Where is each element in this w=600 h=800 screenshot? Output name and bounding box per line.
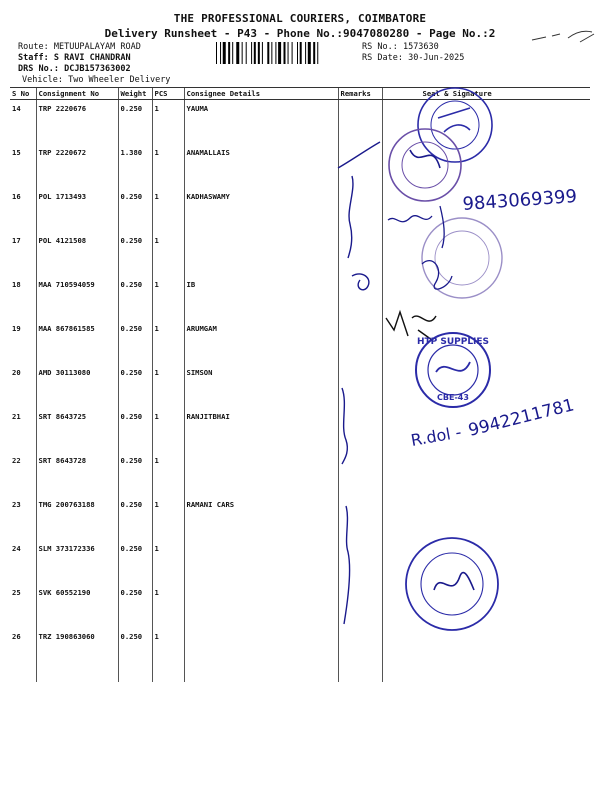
consignment-cell: TRP 2220672	[36, 144, 118, 188]
barcode-bar	[232, 42, 233, 64]
barcode-bar	[262, 42, 263, 64]
barcode-bar	[267, 42, 269, 64]
table-row	[10, 100, 590, 145]
signature-cell	[382, 584, 590, 628]
barcode-bar	[228, 42, 230, 64]
pcs-cell: 1	[152, 188, 184, 232]
sno-cell: 17	[12, 236, 21, 245]
barcode-bar	[251, 42, 252, 64]
htp-stamp-top-text: HTP SUPPLIES	[416, 337, 490, 347]
weight-cell: 0.250	[118, 232, 152, 276]
pcs-cell: 1	[152, 540, 184, 584]
table-row	[10, 232, 590, 276]
remarks-cell	[338, 144, 382, 188]
table-row	[10, 408, 590, 452]
barcode-bar	[258, 42, 260, 64]
vehicle-line	[22, 75, 170, 86]
barcode-bar	[236, 42, 239, 64]
pcs-cell: 1	[152, 584, 184, 628]
barcode-bar	[284, 42, 286, 64]
rs-date-line	[362, 53, 464, 64]
col-sno-header: S No	[10, 88, 36, 100]
rs-date-label: RS Date:	[362, 53, 403, 63]
weight-cell: 1.380	[118, 144, 152, 188]
consignment-cell: POL 4121508	[36, 232, 118, 276]
sno-cell: 18	[12, 280, 21, 289]
weight-cell: 0.250	[118, 584, 152, 628]
pcs-cell: 1	[152, 496, 184, 540]
signature-cell	[382, 144, 590, 188]
remarks-cell	[338, 364, 382, 408]
rs-no-label: RS No.:	[362, 42, 398, 52]
weight-cell: 0.250	[118, 276, 152, 320]
remarks-cell	[338, 320, 382, 364]
col-remarks-header: Remarks	[338, 88, 382, 100]
weight-cell: 0.250	[118, 540, 152, 584]
remarks-cell	[338, 276, 382, 320]
drs-label: DRS No.:	[18, 64, 59, 74]
consignment-cell: SRT 8643725	[36, 408, 118, 452]
signature-cell	[382, 408, 590, 452]
signature-cell	[382, 540, 590, 584]
htp-stamp-bottom-text: CBE-43	[437, 393, 469, 402]
table-header-row	[10, 88, 590, 100]
consignee-cell: ANAMALLAIS	[184, 144, 338, 188]
sno-cell: 14	[12, 104, 21, 113]
consignee-cell	[184, 584, 338, 628]
sno-cell: 24	[12, 544, 21, 553]
rs-no-line	[362, 42, 439, 53]
table-row	[10, 320, 590, 364]
route-value: METUUPALAYAM ROAD	[53, 42, 141, 52]
staff-label: Staff:	[18, 53, 49, 63]
consignee-cell: RAMANI CARS	[184, 496, 338, 540]
remarks-cell	[338, 232, 382, 276]
staff-value: S RAVI CHANDRAN	[53, 53, 131, 63]
consignee-cell: IB	[184, 276, 338, 320]
drs-value: DCJB157363002	[64, 64, 131, 74]
phone-annotation-2: 9942211781	[466, 395, 577, 441]
col-pcs-header: PCS	[152, 88, 184, 100]
consignment-cell: AMD 30113080	[36, 364, 118, 408]
table-row	[10, 496, 590, 540]
consignment-cell: TRZ 190863060	[36, 628, 118, 682]
weight-cell: 0.250	[118, 320, 152, 364]
sno-cell: 21	[12, 412, 21, 421]
table-row	[10, 584, 590, 628]
signature-cell	[382, 628, 590, 682]
table-row	[10, 364, 590, 408]
barcode-bar	[220, 42, 221, 64]
weight-cell: 0.250	[118, 188, 152, 232]
signature-cell	[382, 452, 590, 496]
rs-date-value: 30-Jun-2025	[408, 53, 465, 63]
barcode	[216, 42, 353, 64]
remarks-cell	[338, 188, 382, 232]
barcode-bar	[317, 42, 318, 64]
col-weight-header: Weight	[118, 88, 152, 100]
table-row	[10, 628, 590, 682]
barcode-bar	[297, 42, 298, 64]
remarks-cell	[338, 452, 382, 496]
sno-cell: 23	[12, 500, 21, 509]
barcode-bar	[246, 42, 247, 64]
barcode-bar	[288, 42, 289, 64]
weight-cell: 0.250	[118, 100, 152, 145]
remarks-cell	[338, 100, 382, 145]
pcs-cell: 1	[152, 628, 184, 682]
consignee-cell: ARUMGAM	[184, 320, 338, 364]
remarks-cell	[338, 408, 382, 452]
consignee-cell	[184, 628, 338, 682]
barcode-bar	[275, 42, 276, 64]
weight-cell: 0.250	[118, 496, 152, 540]
barcode-bar	[278, 42, 281, 64]
consignee-cell	[184, 232, 338, 276]
consignee-cell: YAUMA	[184, 100, 338, 145]
vehicle-value: Two Wheeler Delivery	[68, 75, 171, 85]
consignee-cell	[184, 452, 338, 496]
consignment-cell: SVK 60552190	[36, 584, 118, 628]
col-consignment-header: Consignment No	[36, 88, 118, 100]
company-name: THE PROFESSIONAL COURIERS, COIMBATORE	[173, 12, 427, 25]
barcode-bar	[300, 42, 302, 64]
pcs-cell: 1	[152, 100, 184, 145]
barcode-bar	[271, 42, 272, 64]
barcode-bar	[223, 42, 226, 64]
runsheet-subtitle: Delivery Runsheet - P43 - Phone No.:9047080280 - Page No.:2	[104, 27, 496, 40]
barcode-bar	[305, 42, 306, 64]
sno-cell: 26	[12, 632, 21, 641]
pcs-cell: 1	[152, 276, 184, 320]
pen-scribble-mark	[528, 28, 598, 48]
weight-cell: 0.250	[118, 408, 152, 452]
pcs-cell: 1	[152, 232, 184, 276]
table-row	[10, 452, 590, 496]
pcs-cell: 1	[152, 452, 184, 496]
barcode-bar	[254, 42, 256, 64]
col-seal-header: Seal & Signature	[382, 88, 590, 100]
pcs-cell: 1	[152, 364, 184, 408]
table-row	[10, 188, 590, 232]
signature-cell	[382, 276, 590, 320]
remarks-cell	[338, 496, 382, 540]
pcs-cell: 1	[152, 320, 184, 364]
consignee-cell	[184, 540, 338, 584]
consignee-cell: KADHASWAMY	[184, 188, 338, 232]
barcode-bar	[313, 42, 315, 64]
staff-line	[18, 53, 131, 64]
consignee-cell: RANJITBHAI	[184, 408, 338, 452]
signature-cell	[382, 496, 590, 540]
barcode-bar	[292, 42, 293, 64]
pcs-cell: 1	[152, 144, 184, 188]
col-consignee-header: Consignee Details	[184, 88, 338, 100]
remarks-cell	[338, 584, 382, 628]
consignment-cell: SLM 373172336	[36, 540, 118, 584]
table-row	[10, 276, 590, 320]
runsheet-table	[10, 87, 590, 682]
barcode-bar	[216, 42, 217, 64]
sno-cell: 25	[12, 588, 21, 597]
table-row	[10, 540, 590, 584]
remarks-cell	[338, 628, 382, 682]
consignment-cell: POL 1713493	[36, 188, 118, 232]
consignment-cell: MAA 710594059	[36, 276, 118, 320]
sno-cell: 16	[12, 192, 21, 201]
sno-cell: 22	[12, 456, 21, 465]
sno-cell: 15	[12, 148, 21, 157]
consignment-cell: TMG 200763188	[36, 496, 118, 540]
signature-cell	[382, 320, 590, 364]
vehicle-label: Vehicle:	[22, 75, 63, 85]
consignment-cell: SRT 8643728	[36, 452, 118, 496]
remarks-cell	[338, 540, 382, 584]
weight-cell: 0.250	[118, 628, 152, 682]
drs-line	[18, 64, 131, 75]
signature-cell	[382, 188, 590, 232]
weight-cell: 0.250	[118, 364, 152, 408]
name-annotation: R.dol -	[409, 422, 463, 450]
consignment-cell: MAA 867861585	[36, 320, 118, 364]
signature-cell	[382, 100, 590, 145]
signature-cell	[382, 232, 590, 276]
route-label: Route:	[18, 42, 49, 52]
phone-annotation-1: 9843069399	[461, 186, 578, 215]
pcs-cell: 1	[152, 408, 184, 452]
consignment-cell: TRP 2220676	[36, 100, 118, 145]
table-row	[10, 144, 590, 188]
rs-no-value: 1573630	[402, 42, 439, 52]
weight-cell: 0.250	[118, 452, 152, 496]
route-line	[18, 42, 141, 53]
signature-cell	[382, 364, 590, 408]
consignee-cell: SIMSON	[184, 364, 338, 408]
barcode-bar	[242, 42, 243, 64]
sno-cell: 19	[12, 324, 21, 333]
sno-cell: 20	[12, 368, 21, 377]
barcode-bar	[308, 42, 311, 64]
